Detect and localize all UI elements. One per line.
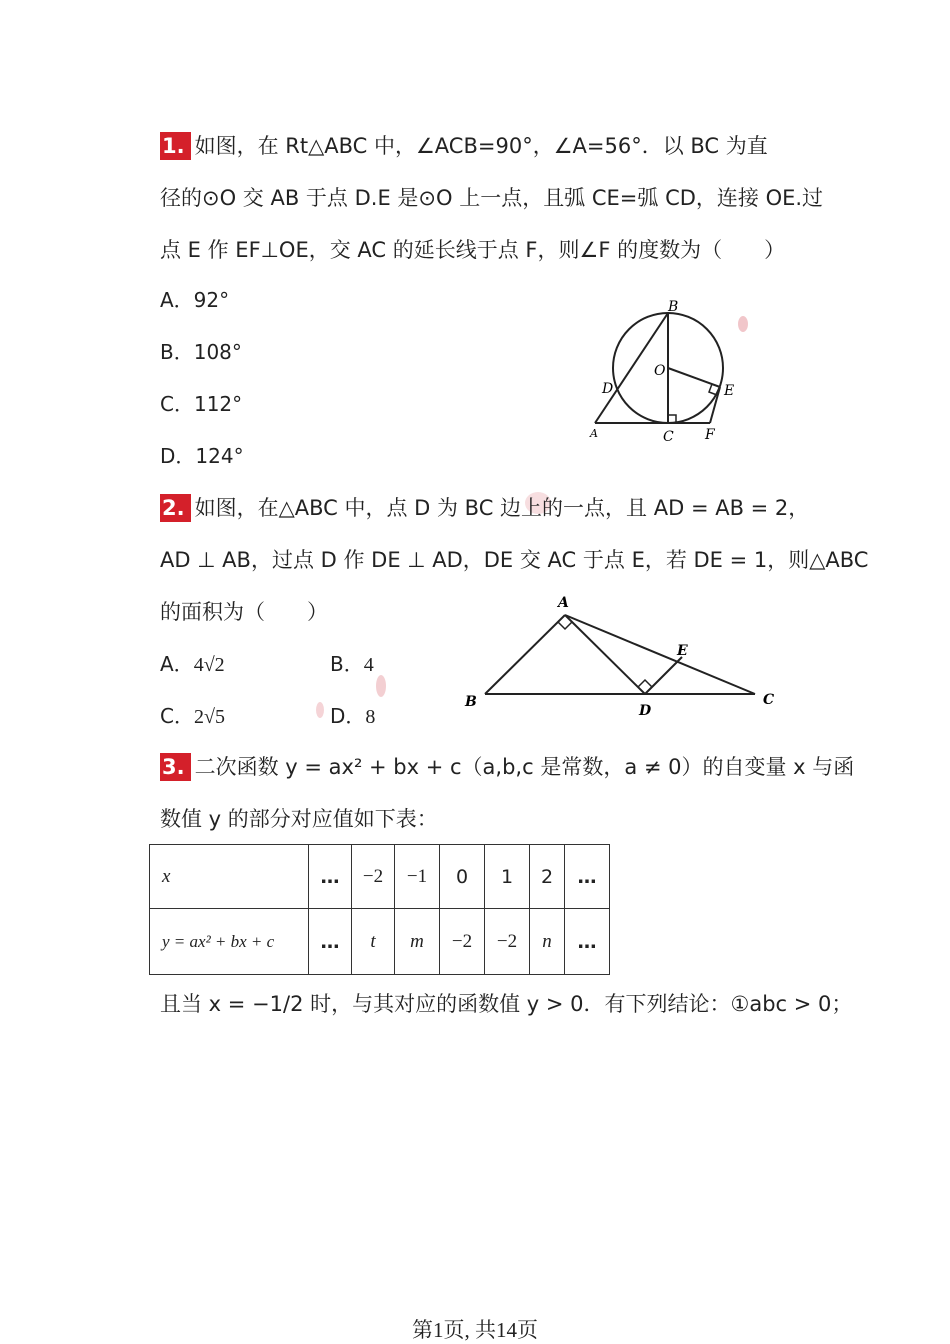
q2-option-d[interactable] — [330, 703, 375, 730]
label-e: E — [677, 643, 688, 659]
q3-line-2: 数值 y 的部分对应值如下表： — [160, 807, 438, 831]
table-cell: … — [309, 909, 352, 975]
label-c: C — [763, 692, 775, 708]
label-b: B — [668, 299, 679, 315]
table-cell: t — [352, 909, 395, 975]
right-angle-a — [558, 622, 572, 629]
q2-text-1: 如图，在△ABC 中，点 D 为 BC 边上的一点，且 AD = AB = 2， — [194, 496, 810, 520]
q2-option-c[interactable] — [160, 703, 225, 730]
label-e: E — [724, 383, 735, 399]
line-ab — [485, 615, 565, 694]
q2-line-3: 的面积为（ ） — [160, 600, 328, 624]
q2-option-b[interactable] — [330, 651, 374, 678]
q2-option-a[interactable] — [160, 651, 225, 678]
q3-number: 3. — [160, 753, 191, 781]
table-cell: 2 — [530, 845, 565, 909]
table-cell: −2 — [485, 909, 530, 975]
q3-text-1: 二次函数 y = ax² + bx + c（a,b,c 是常数，a ≠ 0）的自变量 x 与函 — [194, 755, 855, 779]
table-cell: −2 — [440, 909, 485, 975]
label-b: B — [465, 694, 477, 710]
q2-option-d-label: D． — [330, 704, 366, 728]
label-f: F — [705, 427, 715, 443]
q1-figure — [580, 295, 750, 450]
label-d: D — [602, 381, 614, 397]
q3-line-3: 且当 x = −1/2 时，与其对应的函数值 y > 0．有下列结论：①abc > 0； — [160, 992, 853, 1016]
table-cell: −2 — [352, 845, 395, 909]
q2-option-a-value: 4√2 — [193, 654, 225, 676]
label-a: A — [590, 427, 598, 440]
label-d: D — [639, 703, 652, 719]
q3-line-1 — [160, 753, 854, 781]
page-footer: 第1页, 共14页 — [412, 1318, 538, 1342]
q1-option-c[interactable]: C．112° — [160, 392, 243, 416]
table-cell: … — [309, 845, 352, 909]
table-cell: y = ax² + bx + c — [150, 909, 309, 975]
q2-option-b-value: 4 — [363, 654, 374, 676]
q2-line-2: AD ⊥ AB，过点 D 作 DE ⊥ AD，DE 交 AC 于点 E，若 DE = 1，则△ABC — [160, 548, 869, 572]
q1-text-1: 如图，在 Rt△ABC 中，∠ACB=90°，∠A=56°．以 BC 为直 — [194, 134, 768, 158]
line-de — [645, 657, 682, 694]
q2-figure — [455, 590, 785, 720]
q2-option-c-label: C． — [160, 704, 194, 728]
table-cell: x — [150, 845, 309, 909]
line-ac — [565, 615, 755, 694]
q1-number: 1. — [160, 132, 191, 160]
q1-option-d[interactable]: D．124° — [160, 444, 244, 468]
q2-number: 2. — [160, 494, 191, 522]
table-cell: m — [395, 909, 440, 975]
stain-mark — [316, 702, 324, 718]
table-cell: n — [530, 909, 565, 975]
q1-option-b[interactable]: B．108° — [160, 340, 242, 364]
q2-option-b-label: B． — [330, 652, 364, 676]
q2-option-a-label: A． — [160, 652, 194, 676]
table-row-x — [150, 845, 610, 909]
q2-line-1 — [160, 494, 809, 522]
value-table — [149, 844, 610, 975]
right-angle-d — [638, 680, 652, 687]
label-o: O — [654, 363, 666, 379]
table-cell: 1 — [485, 845, 530, 909]
table-cell: 0 — [440, 845, 485, 909]
q1-option-a[interactable]: A．92° — [160, 288, 230, 312]
q2-option-c-value: 2√5 — [193, 706, 225, 728]
q2-option-d-value: 8 — [365, 706, 376, 728]
label-c: C — [663, 429, 674, 445]
q1-line-3: 点 E 作 EF⊥OE，交 AC 的延长线于点 F，则∠F 的度数为（ ） — [160, 238, 786, 262]
table-cell: … — [565, 845, 610, 909]
q1-line-1 — [160, 132, 768, 160]
q1-line-2: 径的⊙O 交 AB 于点 D.E 是⊙O 上一点，且弧 CE=弧 CD，连接 OE.过 — [160, 186, 824, 210]
table-cell: … — [565, 909, 610, 975]
table-row-y — [150, 909, 610, 975]
line-ad — [565, 615, 645, 694]
table-cell: −1 — [395, 845, 440, 909]
stain-mark — [376, 675, 386, 697]
label-a: A — [558, 595, 569, 611]
